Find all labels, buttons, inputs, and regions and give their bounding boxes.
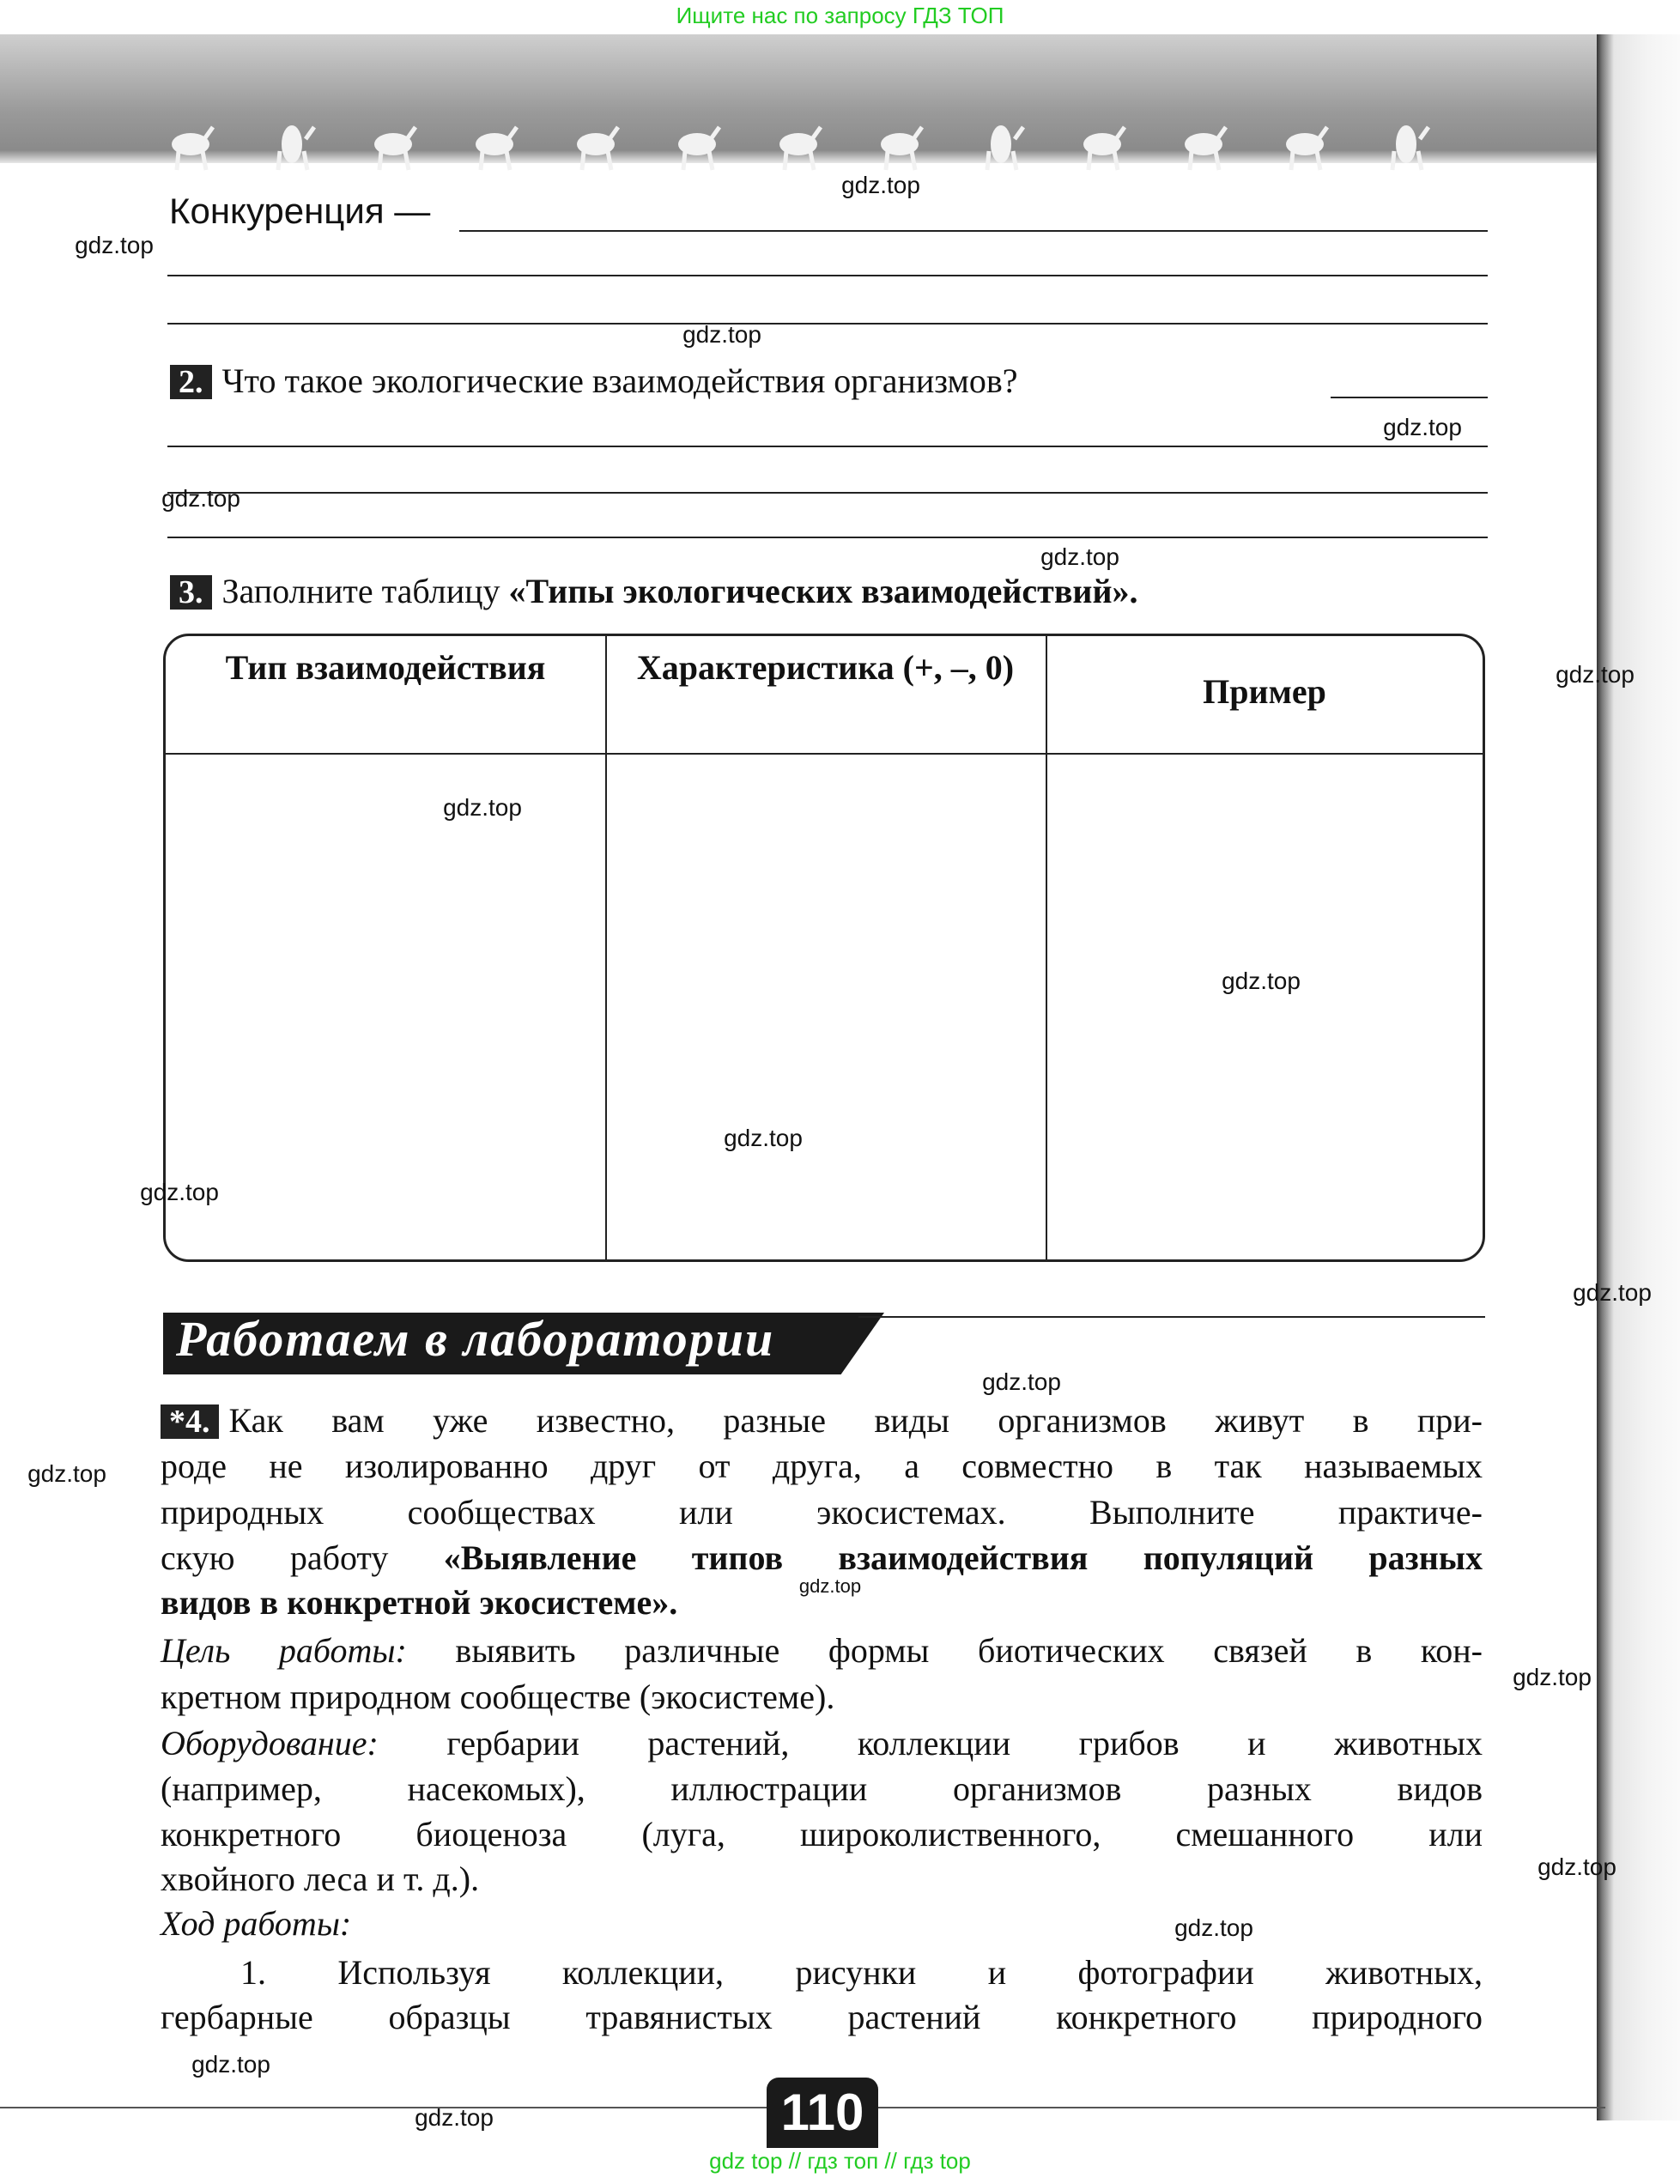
watermark: gdz.top [1573,1279,1652,1306]
answer-line[interactable] [1331,397,1488,398]
watermark: gdz.top [1383,414,1462,440]
task4-line: хвойного леса и т. д.). [161,1859,480,1898]
question-text: Заполните таблицу [221,572,509,610]
answer-line[interactable] [167,275,1488,276]
text: роде не изолированно друг от друга, а совместно в так называемых [161,1447,1483,1485]
dolphin-icon [678,127,719,170]
separator: // [884,2148,897,2174]
deer-icon [779,127,821,170]
watermark: gdz.top [161,485,240,512]
table-cell-type[interactable] [166,755,605,1261]
watermark: gdz.top [841,172,920,198]
ostrich-icon [1185,127,1226,170]
watermark: gdz.top [140,1179,219,1205]
text: природных сообществах или экосистемах. Выполните практиче- [161,1493,1483,1532]
watermark: gdz.top [415,2104,494,2131]
watermark: gdz.top [1537,1853,1616,1880]
text: выявить различные формы биотических связей в кон- [406,1631,1483,1670]
task4-line [161,1766,1483,1811]
text: скую работу [161,1538,444,1577]
table-cell-example[interactable] [1047,755,1483,1261]
bison-icon [172,127,213,170]
page-number: 110 [767,2078,878,2148]
table-header-example: Пример [1203,672,1326,711]
task4-line: видов в конкретной экосистеме». [161,1583,678,1622]
question-text: Что такое экологические взаимодействия организмов? [221,361,1018,400]
table-cell-characteristic[interactable] [607,755,1046,1261]
butterfly-icon [278,125,314,170]
scorpion-icon [374,127,415,170]
boar-icon [1083,127,1125,170]
answer-line[interactable] [459,230,1488,232]
label-goal: Цель работы: [161,1631,407,1670]
task4-line [161,1489,1483,1535]
question-3 [170,571,1138,611]
watermark: gdz.top [27,1460,106,1487]
task4-line [240,1950,1483,1995]
bee-icon [987,125,1023,170]
question-2 [170,361,1017,401]
watermark: gdz.top [75,232,154,258]
horse-icon [476,127,517,170]
section-rule [858,1316,1485,1318]
watermark: gdz.top [798,1575,862,1597]
watermark: gdz.top [1174,1914,1253,1941]
task4-line [161,1443,1483,1489]
text: 1. Используя коллекции, рисунки и фотографии животных, [240,1953,1483,1992]
text: (например, насекомых), иллюстрации организмов разных видов [161,1769,1483,1808]
antelope-icon [1286,127,1327,170]
text: конкретного биоценоза (луга, широколиственного, смешанного или [161,1815,1483,1853]
animal-silhouettes [155,112,1494,172]
watermark: gdz.top [191,2051,270,2078]
task-number-badge: *4. [161,1404,219,1439]
task4-line [161,1628,1483,1673]
search-banner-link[interactable]: Ищите нас по запросу ГДЗ ТОП [676,3,1004,28]
lab-section-title: Работаем в лаборатории [176,1311,775,1367]
label-procedure: Ход работы: [161,1904,352,1943]
answer-line[interactable] [167,446,1488,447]
watermark: gdz.top [1513,1664,1592,1690]
footer-links [0,2148,1680,2175]
text: гербарные образцы травянистых растений конкретного природного [161,1998,1483,2036]
question-text-bold: «Типы экологических взаимодействий». [508,572,1138,610]
task4-line: кретном природном сообществе (экосистеме). [161,1677,835,1716]
watermark: gdz.top [982,1368,1061,1395]
table-header-type: Тип взаимодействия [225,648,546,687]
table-header-characteristic: Характеристика (+, –, 0) [636,648,1015,687]
watermark: gdz.top [682,321,761,348]
bird-icon [577,127,618,170]
task4-line [161,1811,1483,1857]
text: гербарии растений, коллекции грибов и животных [378,1724,1483,1762]
book-spine [1597,34,1680,2120]
interactions-table [163,634,1485,1262]
task4-line [161,1535,1483,1580]
task4-line [161,1994,1483,2040]
footer-link[interactable]: gdz top [709,2148,783,2174]
answer-line[interactable] [167,323,1488,325]
separator: // [788,2148,802,2174]
watermark: gdz.top [1222,968,1301,994]
watermark: gdz.top [724,1125,803,1151]
text: Как вам уже известно, разные виды организмов живут в при- [228,1401,1483,1440]
watermark: gdz.top [443,794,522,821]
competition-label: Конкуренция — [169,191,431,231]
footer-link[interactable]: гдз топ [807,2148,879,2174]
watermark: gdz.top [1556,661,1635,688]
seabird-icon [881,127,922,170]
footer-link[interactable]: гдз top [903,2148,971,2174]
answer-line[interactable] [167,537,1488,538]
task4-line [161,1720,1483,1766]
answer-line[interactable] [167,492,1488,494]
watermark: gdz.top [1040,543,1119,570]
question-number-badge: 3. [170,575,212,610]
butterfly-icon [1392,125,1428,170]
question-number-badge: 2. [170,365,212,399]
label-equipment: Оборудование: [161,1724,379,1762]
task4-line [161,1398,1483,1443]
practical-work-title: «Выявление типов взаимодействия популяций разных [443,1538,1483,1577]
